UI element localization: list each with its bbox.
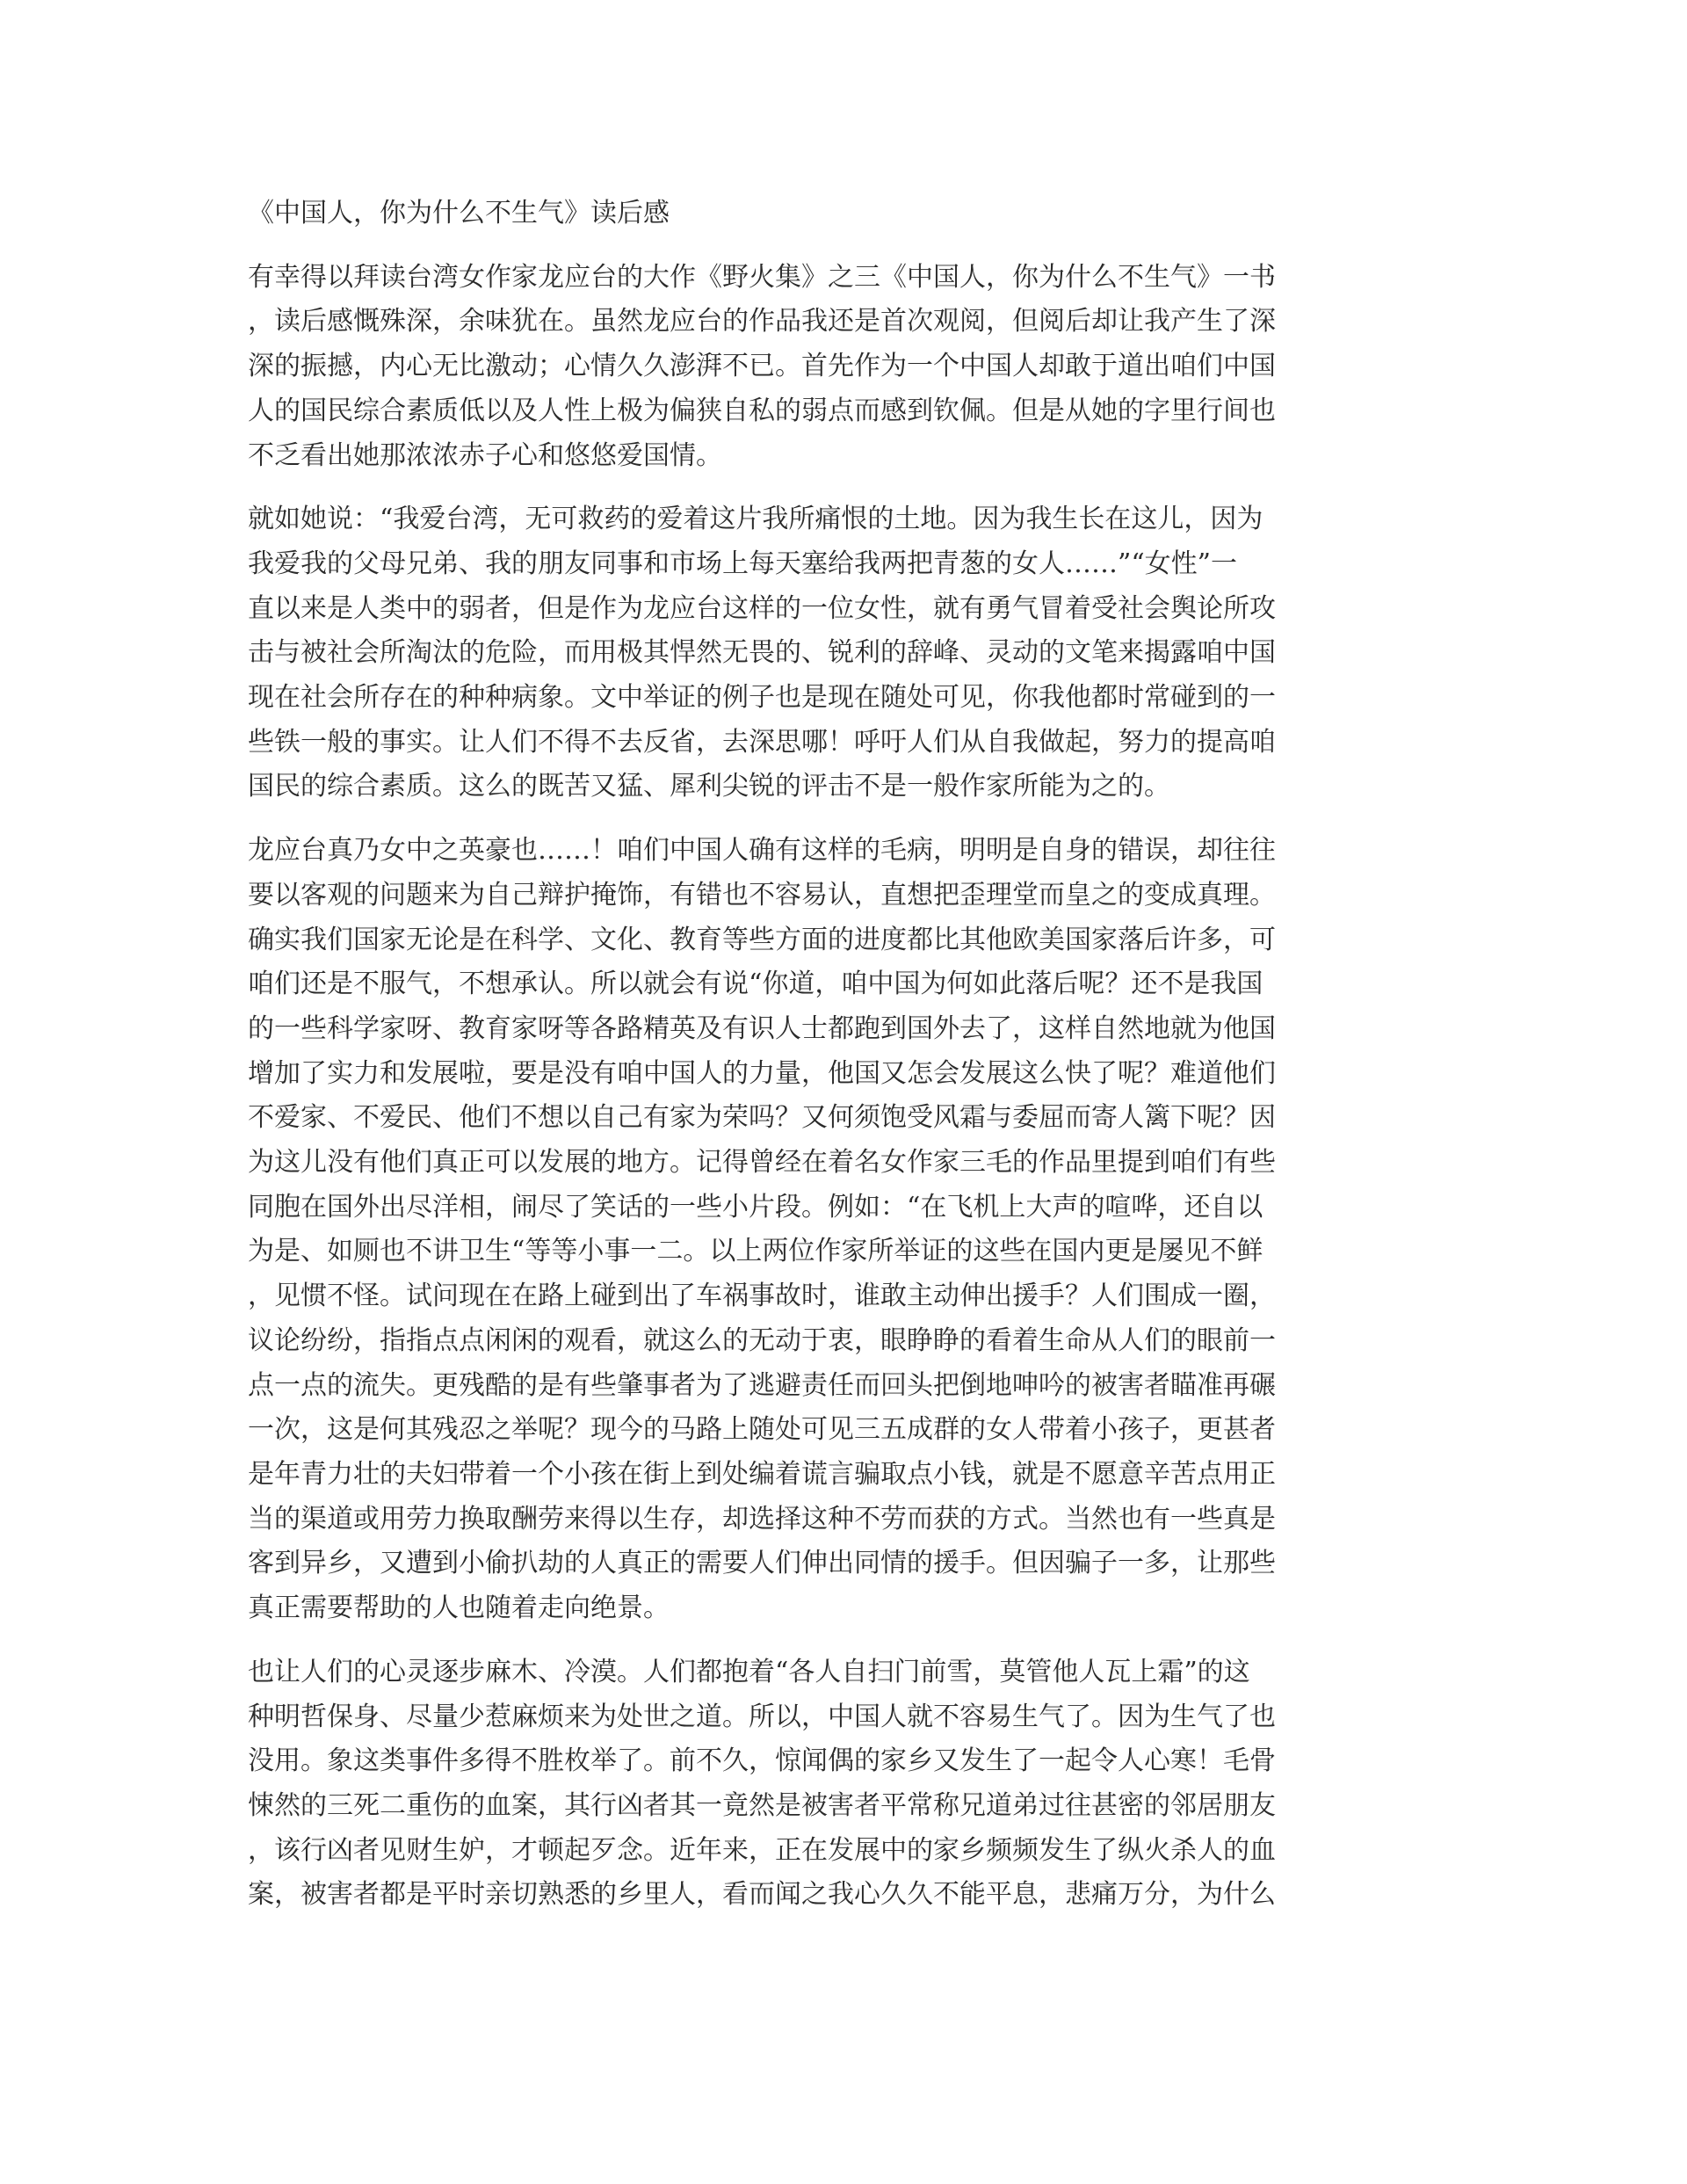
text-line: 同胞在国外出尽洋相，闹尽了笑话的一些小片段。例如：“在飞机上大声的喧哗，还自以: [248, 1191, 1263, 1223]
paragraph-3: [248, 829, 1443, 1631]
text-line: 不爱家、不爱民、他们不想以自己有家为荣吗？又何须饱受风霜与委屈而寄人篱下呢？因: [248, 1102, 1276, 1134]
text-line: 悚然的三死二重伤的血案，其行凶者其一竟然是被害者平常称兄道弟过往甚密的邻居朋友: [248, 1789, 1276, 1821]
text-line: 国民的综合素质。这么的既苦又猛、犀利尖锐的评击不是一般作家所能为之的。: [248, 771, 1170, 802]
paragraph-1: [248, 256, 1443, 479]
text-line: 就如她说：“我爱台湾，无可救药的爱着这片我所痛恨的土地。因为我生长在这儿，因为: [248, 504, 1263, 535]
text-line: 客到异乡，又遭到小偷扒劫的人真正的需要人们伸出同情的援手。但因骗子一多，让那些: [248, 1548, 1276, 1579]
text-line: 一次，这是何其残忍之举呢？现今的马路上随处可见三五成群的女人带着小孩子，更甚者: [248, 1414, 1276, 1446]
text-line: 真正需要帮助的人也随着走向绝景。: [248, 1593, 670, 1624]
text-line: 咱们还是不服气，不想承认。所以就会有说“你道，咱中国为何如此落后呢？还不是我国: [248, 969, 1263, 1000]
text-line: ，见惯不怪。试问现在在路上碰到出了车祸事故时，谁敢主动伸出援手？人们围成一圈，: [248, 1281, 1276, 1312]
text-line: 种明哲保身、尽量少惹麻烦来为处世之道。所以，中国人就不容易生气了。因为生气了也: [248, 1701, 1276, 1732]
text-line: 人的国民综合素质低以及人性上极为偏狭自私的弱点而感到钦佩。但是从她的字里行间也: [248, 395, 1276, 426]
text-line: 些铁一般的事实。让人们不得不去反省，去深思哪！呼吁人们从自我做起，努力的提高咱: [248, 726, 1276, 758]
text-line: 也让人们的心灵逐步麻木、冷漠。人们都抱着“各人自扫门前雪，莫管他人瓦上霜”的这: [248, 1656, 1250, 1687]
text-line: 点一点的流失。更残酷的是有些肇事者为了逃避责任而回头把倒地呻吟的被害者瞄准再碾: [248, 1369, 1276, 1401]
text-line: 案，被害者都是平时亲切熟悉的乡里人，看而闻之我心久久不能平息，悲痛万分，为什么: [248, 1879, 1276, 1911]
text-line: 确实我们国家无论是在科学、文化、教育等些方面的进度都比其他欧美国家落后许多，可: [248, 924, 1276, 955]
text-line: ，该行凶者见财生妒，才顿起歹念。近年来，正在发展中的家乡频频发生了纵火杀人的血: [248, 1834, 1276, 1866]
text-line: 的一些科学家呀、教育家呀等各路精英及有识人士都跑到国外去了，这样自然地就为他国: [248, 1012, 1276, 1044]
text-line: 增加了实力和发展啦，要是没有咱中国人的力量，他国又怎会发展这么快了呢？难道他们: [248, 1057, 1276, 1089]
text-line: 不乏看出她那浓浓赤子心和悠悠爱国情。: [248, 439, 722, 471]
text-line: 龙应台真乃女中之英豪也……！咱们中国人确有这样的毛病，明明是自身的错误，却往往: [248, 835, 1276, 867]
text-line: 是年青力壮的夫妇带着一个小孩在街上到处编着谎言骗取点小钱，就是不愿意辛苦点用正: [248, 1458, 1276, 1490]
document-title: 《中国人，你为什么不生气》读后感: [248, 198, 670, 229]
text-line: 深的振撼，内心无比激动；心情久久澎湃不已。首先作为一个中国人却敢于道出咱们中国: [248, 351, 1276, 382]
text-line: 直以来是人类中的弱者，但是作为龙应台这样的一位女性，就有勇气冒着受社会舆论所攻: [248, 592, 1276, 624]
text-line: 没用。象这类事件多得不胜枚举了。前不久，惊闻偶的家乡又发生了一起令人心寒！毛骨: [248, 1745, 1276, 1777]
text-line: 当的渠道或用劳力换取酬劳来得以生存，却选择这种不劳而获的方式。当然也有一些真是: [248, 1503, 1276, 1535]
paragraph-4: [248, 1651, 1443, 1918]
paragraph-2: [248, 497, 1443, 809]
text-line: 为这儿没有他们真正可以发展的地方。记得曾经在着名女作家三毛的作品里提到咱们有些: [248, 1147, 1276, 1179]
text-line: 要以客观的问题来为自己辩护掩饰，有错也不容易认，直想把歪理堂而皇之的变成真理。: [248, 879, 1276, 911]
text-line: ，读后感慨殊深，余味犹在。虽然龙应台的作品我还是首次观阅，但阅后却让我产生了深: [248, 306, 1276, 337]
text-line: 有幸得以拜读台湾女作家龙应台的大作《野火集》之三《中国人，你为什么不生气》一书: [248, 261, 1276, 293]
text-line: 议论纷纷，指指点点闲闲的观看，就这么的无动于衷，眼睁睁的看着生命从人们的眼前一: [248, 1324, 1276, 1356]
text-line: 为是、如厕也不讲卫生“等等小事一二。以上两位作家所举证的这些在国内更是屡见不鲜: [248, 1236, 1263, 1267]
text-line: 现在社会所存在的种种病象。文中举证的例子也是现在随处可见，你我他都时常碰到的一: [248, 682, 1276, 714]
text-line: 我爱我的父母兄弟、我的朋友同事和市场上每天塞给我两把青葱的女人……”“女性”一: [248, 548, 1238, 579]
text-line: 击与被社会所淘汰的危险，而用极其悍然无畏的、锐利的辞峰、灵动的文笔来揭露咱中国: [248, 637, 1276, 669]
document-body: [248, 192, 1443, 1937]
